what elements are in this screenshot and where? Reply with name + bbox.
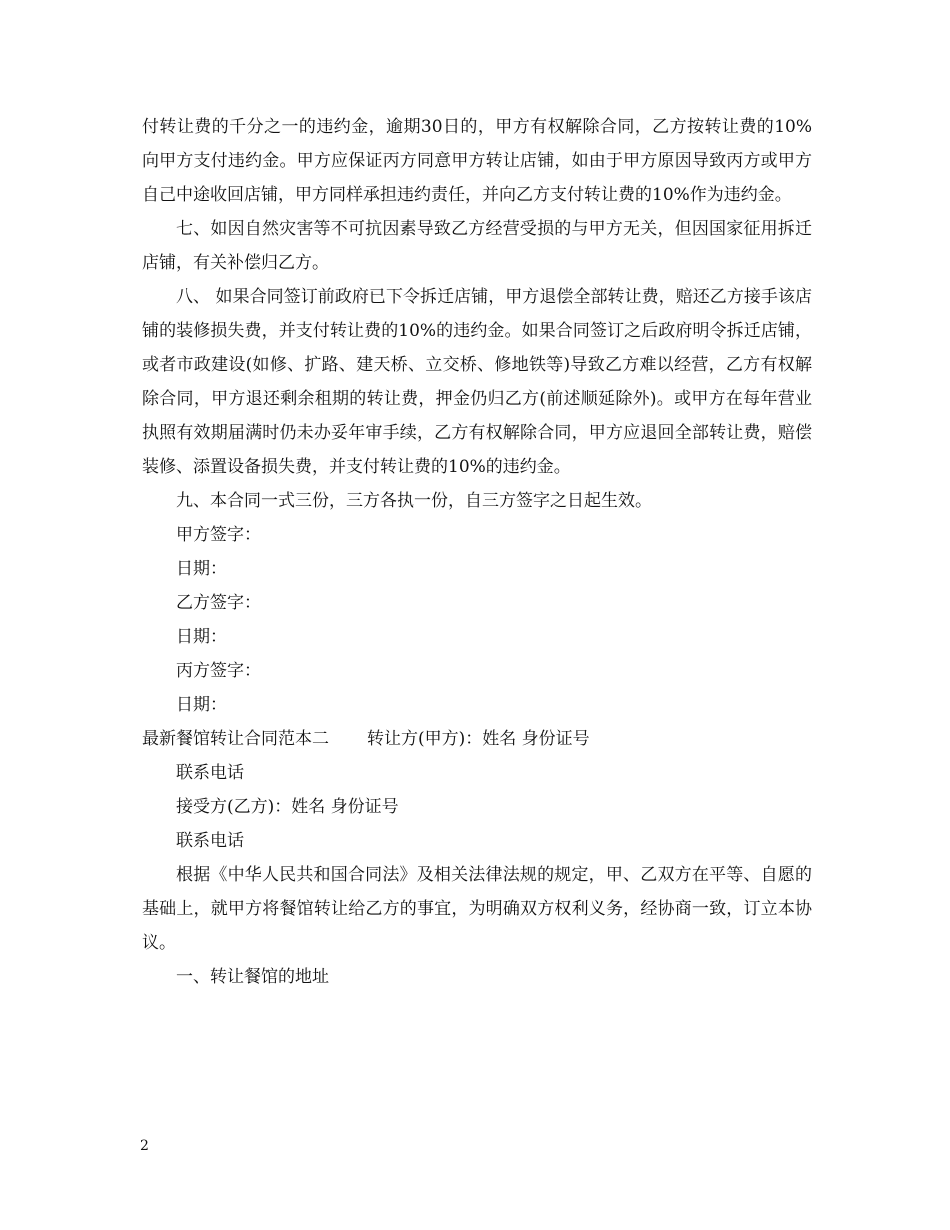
transferee-phone: 联系电话 <box>176 831 244 851</box>
template-title: 最新餐馆转让合同范本二 <box>142 729 329 749</box>
document-body <box>142 110 812 994</box>
paragraph-clause-7: 七、如因自然灾害等不可抗因素导致乙方经营受损的与甲方无关，但因国家征用拆迁店铺，有关补偿归乙方。 <box>142 219 812 273</box>
paragraph-penalty-continued: 付转让费的千分之一的违约金，逾期30日的，甲方有权解除合同，乙方按转让费的10%向甲方支付违约金。甲方应保证丙方同意甲方转让店铺，如由于甲方原因导致丙方或甲方自己中途收回店铺，甲方同样承担违约责任，并向乙方支付转让费的10%作为违约金。 <box>142 117 812 205</box>
signature-party-a: 甲方签字： <box>176 525 261 545</box>
paragraph-intro: 根据《中华人民共和国合同法》及相关法律法规的规定，甲、乙双方在平等、自愿的基础上，就甲方将餐馆转让给乙方的事宜，为明确双方权利义务，经协商一致，订立本协议。 <box>142 865 812 953</box>
signature-party-c: 丙方签字： <box>176 661 261 681</box>
template-heading-line <box>142 722 812 756</box>
transferor-phone: 联系电话 <box>176 763 244 783</box>
signature-date-a: 日期： <box>176 559 227 579</box>
signature-date-b: 日期： <box>176 627 227 647</box>
transferee-line: 接受方(乙方)：姓名 身份证号 <box>176 797 399 817</box>
paragraph-clause-9: 九、本合同一式三份，三方各执一份，自三方签字之日起生效。 <box>176 491 652 511</box>
paragraph-clause-8: 八、 如果合同签订前政府已下令拆迁店铺，甲方退偿全部转让费，赔还乙方接手该店铺的装修损失费，并支付转让费的10%的违约金。如果合同签订之后政府明令拆迁店铺，或者市政建设(如修、扩路、建天桥、立交桥、修地铁等)导致乙方难以经营，乙方有权解除合同，甲方退还剩余租期的转让费，押金仍归乙方(前述顺延除外)。或甲方在每年营业执照有效期届满时仍未办妥年审手续，乙方有权解除合同，甲方应退回全部转让费，赔偿装修、添置设备损失费，并支付转让费的10%的违约金。 <box>142 287 812 477</box>
clause-1-heading: 一、转让餐馆的地址 <box>176 967 329 987</box>
signature-date-c: 日期： <box>176 695 227 715</box>
page-number: 2 <box>140 1138 149 1154</box>
signature-party-b: 乙方签字： <box>176 593 261 613</box>
transferor-line: 转让方(甲方)：姓名 身份证号 <box>367 729 590 749</box>
